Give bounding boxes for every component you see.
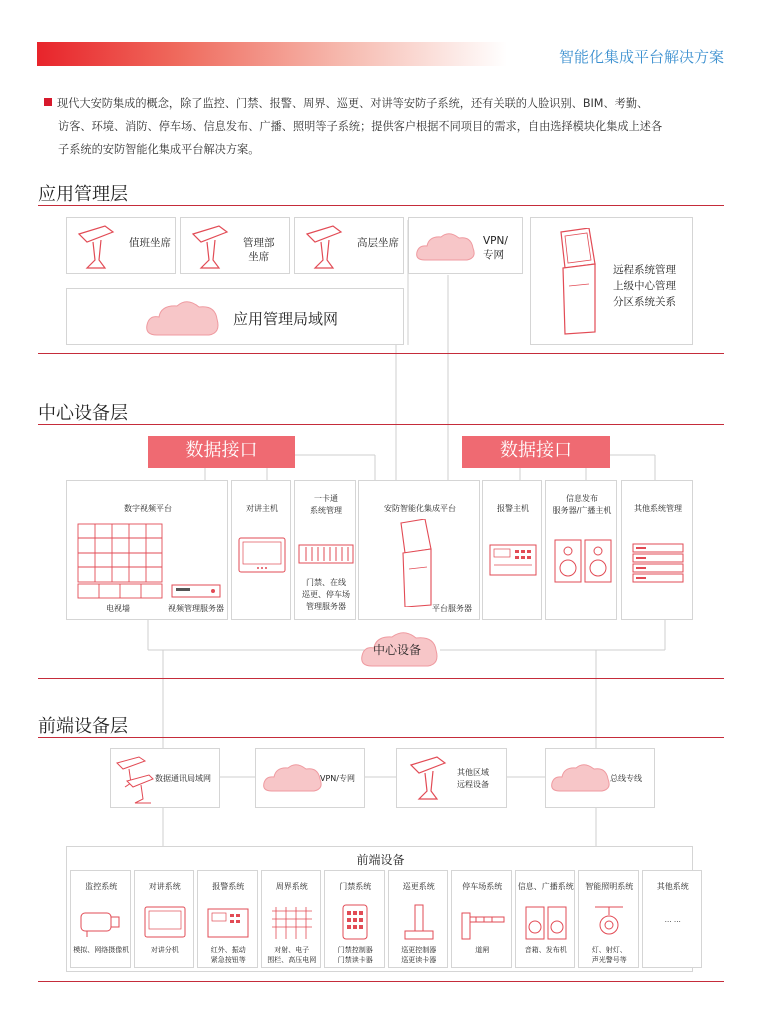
data-interface-left: 数据接口 [148, 436, 295, 468]
cloud-icon [145, 297, 221, 339]
app-layer-title: 应用管理层 [38, 184, 128, 205]
video-platform-label: 数字视频平台 [124, 504, 172, 513]
page-title: 智能化集成平台解决方案 [558, 48, 724, 66]
center-layer-title: 中心设备层 [38, 403, 128, 424]
front-system-name: 周界系统 [275, 882, 308, 891]
front-layer-divider [38, 737, 724, 738]
info-release-label: 信息发布 服务器/广播主机 [552, 494, 612, 515]
workstation-icon [189, 224, 229, 270]
kiosk-icon [395, 519, 435, 607]
duty-seat-label: 值班坐席 [129, 237, 171, 249]
monitor-icon [238, 537, 286, 573]
front-system-cell [451, 870, 512, 968]
other-area-box [396, 748, 507, 808]
front-system-cell [134, 870, 195, 968]
patrol-post-icon [395, 903, 443, 943]
front-system-desc: 灯、射灯、 声光警号等 [591, 946, 627, 964]
workstation-icon [303, 224, 343, 270]
speaker-icon [522, 903, 570, 943]
front-devices-title: 前端设备 [356, 853, 405, 867]
intro-line-2: 访客、环境、消防、停车场、信息发布、广播、照明等子系统；提供客户根据不同项目的需求，自由选择模块化集成上述各 [58, 120, 663, 133]
server-stack-icon [632, 543, 684, 583]
remote-mgmt-list [613, 262, 676, 310]
app-lan-box [66, 288, 404, 345]
front-system-cell [197, 870, 258, 968]
other-mgmt-box [621, 480, 693, 620]
intercom-host-label: 对讲主机 [246, 504, 278, 513]
app-layer-divider [38, 205, 724, 206]
video-server-label: 视频管理服务器 [168, 604, 224, 613]
bus-line-box [545, 748, 655, 808]
remote-mgmt-box [530, 217, 693, 345]
remote-item-2: 上级中心管理 [613, 280, 676, 292]
video-platform-box [66, 480, 228, 620]
front-system-cell [578, 870, 639, 968]
data-lan-label: 数据通讯局域网 [155, 774, 211, 783]
front-system-desc: … … [664, 916, 681, 924]
intro-line-1: 现代大安防集成的概念，除了监控、门禁、报警、周界、巡更、对讲等安防子系统，还有关联的人脸识别、BIM、考勤、 [57, 97, 649, 110]
front-system-cell [388, 870, 449, 968]
other-mgmt-label: 其他系统管理 [634, 504, 682, 513]
card-system-box [294, 480, 356, 620]
intro-line-3: 子系统的安防智能化集成平台解决方案。 [58, 143, 260, 156]
alarm-panel-icon [204, 903, 252, 943]
tv-wall-label: 电视墙 [106, 604, 130, 613]
spotlight-icon [585, 903, 633, 943]
front-system-name: 其他系统 [656, 882, 689, 891]
cloud-icon [550, 761, 610, 795]
front-layer-bottom-divider [38, 981, 724, 982]
front-system-cell [70, 870, 131, 968]
app-lan-label: 应用管理局域网 [233, 310, 339, 328]
tv-wall-icon [77, 523, 163, 599]
front-system-cell [261, 870, 322, 968]
workstation-icon [75, 224, 115, 270]
front-system-name: 报警系统 [212, 882, 245, 891]
senior-seat-label: 高层坐席 [357, 237, 399, 249]
center-device-label: 中心设备 [373, 643, 422, 657]
front-system-desc: 对讲分机 [150, 946, 179, 954]
alarm-panel-icon [489, 541, 537, 577]
cloud-icon [262, 761, 322, 795]
front-system-name: 监控系统 [85, 882, 118, 891]
intercom-monitor-icon [141, 903, 189, 943]
vpn-box [408, 217, 523, 274]
integration-platform-label: 安防智能化集成平台 [384, 504, 456, 513]
workstation-icon [407, 755, 447, 803]
front-system-name: 信息、广播系统 [517, 882, 574, 891]
front-system-name: 巡更系统 [402, 882, 435, 891]
center-layer-bottom-divider [38, 678, 724, 679]
alarm-host-box [482, 480, 542, 620]
vpn-label: VPN/ 专网 [483, 235, 508, 261]
dept-seat-label: 管理部 坐席 [243, 237, 275, 263]
front-system-desc: 音箱、发布机 [524, 946, 567, 954]
info-release-box [545, 480, 617, 620]
front-vpn-label: VPN/专网 [320, 774, 355, 783]
remote-item-1: 远程系统管理 [613, 264, 676, 276]
server-icon [171, 579, 221, 599]
intercom-host-box [231, 480, 291, 620]
front-system-name: 停车场系统 [462, 882, 503, 891]
data-interface-right: 数据接口 [462, 436, 610, 468]
cloud-icon [415, 230, 477, 264]
keypad-icon [331, 903, 379, 943]
center-layer-divider [38, 424, 724, 425]
bus-line-label: 总线专线 [610, 774, 642, 783]
data-lan-box [110, 748, 220, 808]
speaker-icon [554, 539, 612, 583]
card-system-desc: 门禁、在线 巡更、停车场 管理服务器 [302, 578, 350, 611]
integration-platform-box [358, 480, 480, 620]
workstation-icon [115, 755, 155, 805]
fence-icon [268, 903, 316, 943]
other-area-label: 其他区域 远程设备 [457, 768, 489, 789]
front-vpn-box [255, 748, 365, 808]
senior-seat-box [294, 217, 404, 274]
camera-icon [77, 903, 125, 943]
front-system-cell [515, 870, 576, 968]
front-system-name: 门禁系统 [339, 882, 372, 891]
platform-server-label: 平台服务器 [432, 604, 472, 613]
front-system-desc: 对射、电子 围栏、高压电网 [267, 946, 317, 964]
front-system-name: 对讲系统 [148, 882, 181, 891]
app-layer-bottom-divider [38, 353, 724, 354]
front-system-desc: 道闸 [475, 946, 490, 954]
front-system-desc: 模拟、网络摄像机 [73, 946, 130, 954]
kiosk-icon [555, 228, 597, 336]
duty-seat-box [66, 217, 176, 274]
front-system-name: 智能照明系统 [585, 882, 634, 891]
barrier-gate-icon [458, 903, 506, 943]
front-system-cell [324, 870, 385, 968]
front-system-cell [642, 870, 703, 968]
card-system-label: 一卡通 系统管理 [310, 494, 342, 515]
dept-seat-box [180, 217, 290, 274]
front-layer-title: 前端设备层 [38, 716, 128, 737]
front-system-desc: 门禁控制器 门禁读卡器 [337, 946, 373, 964]
front-system-desc: 巡更控制器 巡更读卡器 [401, 946, 437, 964]
front-system-desc: 红外、振动 紧急按钮等 [210, 946, 246, 964]
remote-item-3: 分区系统关系 [613, 296, 676, 308]
alarm-host-label: 报警主机 [497, 504, 529, 513]
controller-rack-icon [298, 541, 354, 565]
